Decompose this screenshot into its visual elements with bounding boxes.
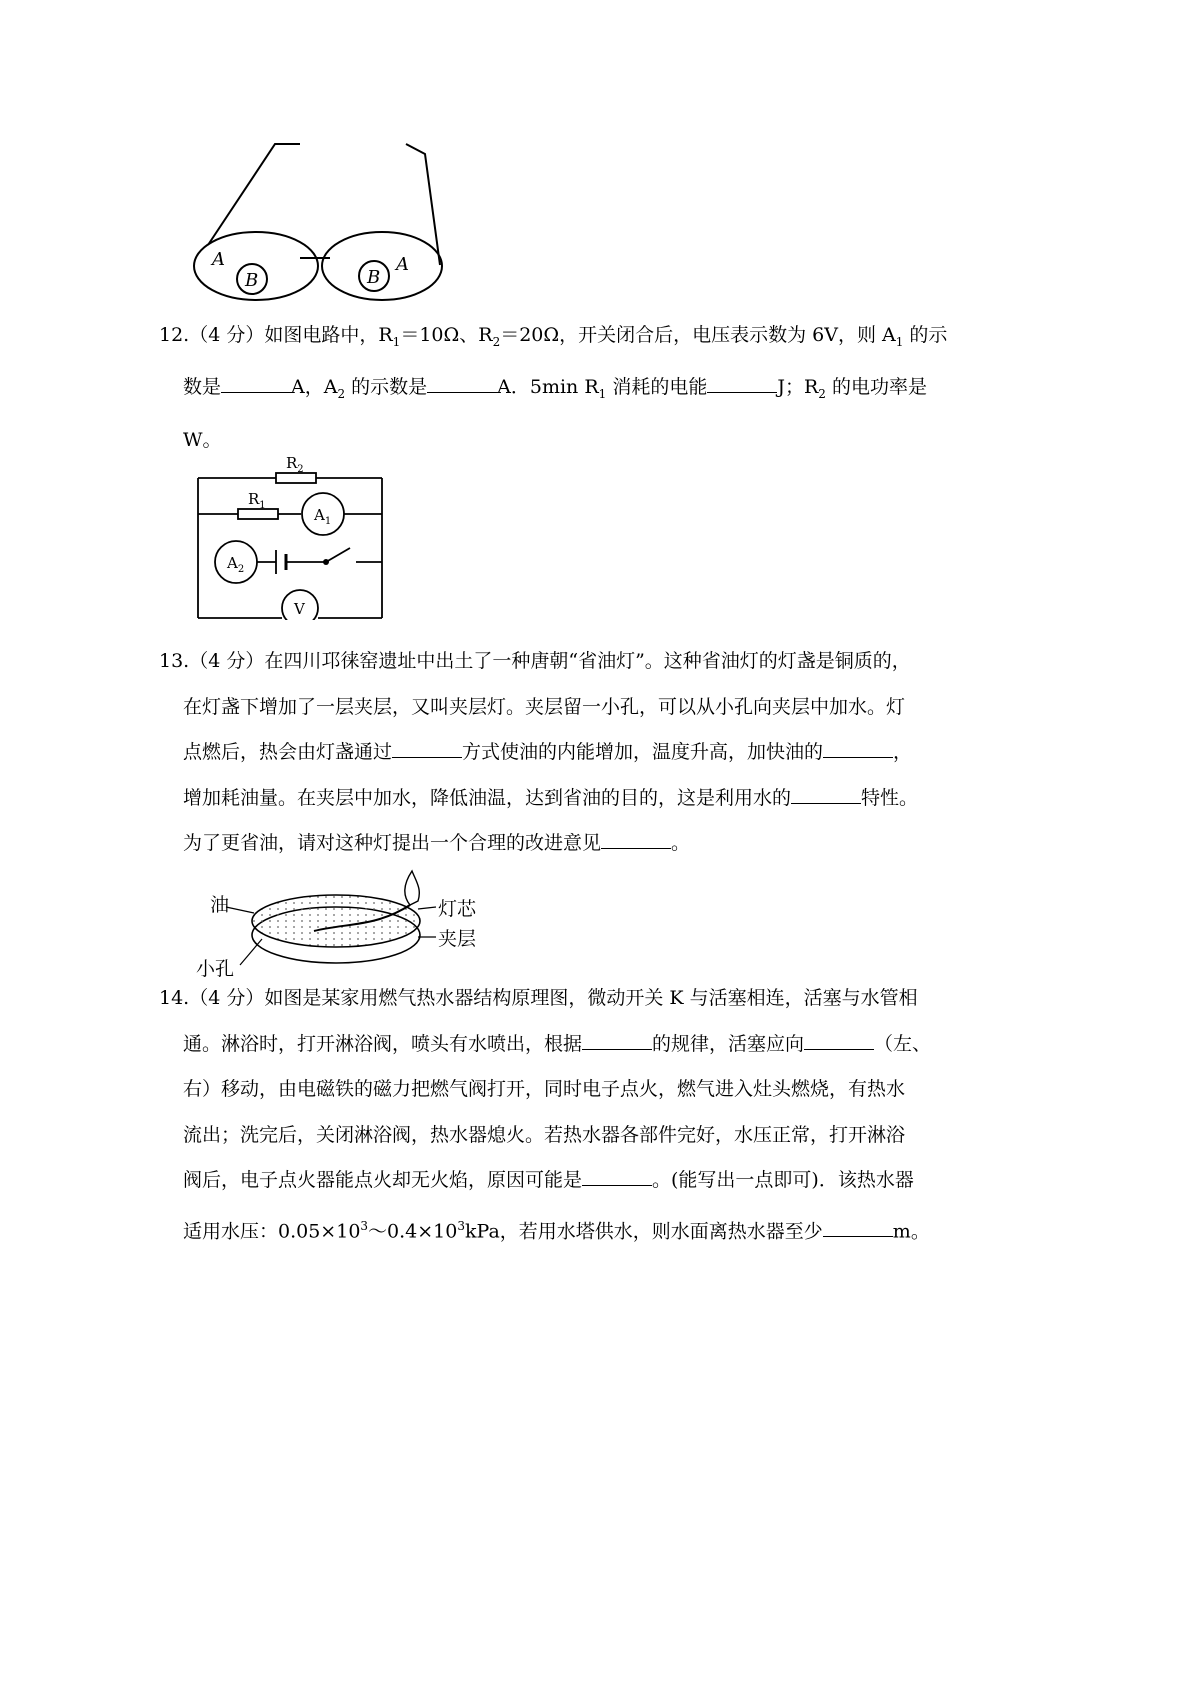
answer-blank[interactable] — [707, 391, 777, 393]
answer-blank[interactable] — [392, 756, 462, 758]
question-14: 14.（4 分）如图是某家用燃气热水器结构原理图，微动开关 K 与活塞相连，活塞与水管相 通。淋浴时，打开淋浴阀，喷头有水喷出，根据 的规律，活塞应向 （左、 右）移动，由电磁铁的磁力把燃气阀打开，同时电子点火，燃气进入灶头燃烧，有热水 流出；洗完后，关闭淋浴阀，热水器熄火。若热水器各部件完好，水压正常，打开淋浴 阀后，电子点火器能点火却无火焰，原因可能是 。(能写出一点即可)．该热水器 适用水压：$0.05\times 10^3\sim 0.4\times 10^3kPa$，若用水塔供水，则水面离热水器至少 m。 — [159, 987, 932, 1242]
answer-blank[interactable] — [601, 847, 671, 849]
svg-text:R2: $R_2$ — [286, 454, 304, 475]
q12-number: 12.（4 分） — [159, 324, 265, 346]
right-temple — [406, 144, 440, 265]
left-temple — [208, 144, 300, 245]
answer-blank[interactable] — [427, 391, 497, 393]
resistor-r1 — [238, 509, 278, 519]
svg-text:R1: $R_1$ — [248, 490, 266, 511]
glasses-figure — [190, 140, 450, 310]
answer-blank[interactable] — [221, 391, 291, 393]
lamp-oil-bowl — [252, 895, 420, 947]
answer-blank[interactable] — [582, 1048, 652, 1050]
switch-pivot — [323, 559, 329, 565]
svg-text:A2: $A_2$ — [227, 554, 245, 575]
resistor-r2 — [276, 473, 316, 483]
left-label-a: A — [212, 249, 225, 270]
right-label-b: B — [367, 267, 381, 288]
switch-lever — [326, 548, 350, 562]
question-12: 12.（4 分）如图电路中，$R_1=10\Omega$、$R_2=20\Omega$，开关闭合后，电压表示数为 6V，则 $A_1$ 的示 数是 A，$A_2$ 的示数是 A．5min $R_1$ 消耗的电能 J；$R_2$ 的电功率是 W。 — [159, 324, 948, 451]
q13-number: 13.（4 分） — [159, 650, 265, 672]
left-label-b: B — [245, 270, 259, 291]
answer-blank[interactable] — [582, 1184, 652, 1186]
q14-number: 14.（4 分） — [159, 987, 265, 1009]
oil-lamp-figure — [196, 865, 506, 980]
answer-blank[interactable] — [791, 802, 861, 804]
svg-text:A1: $A_1$ — [314, 506, 332, 527]
right-label-a: A — [396, 254, 409, 275]
svg-text:V: V — [294, 600, 305, 618]
answer-blank[interactable] — [823, 756, 893, 758]
answer-blank[interactable] — [823, 1235, 893, 1237]
circuit-figure — [190, 450, 390, 620]
label-oil: 油 — [210, 894, 230, 916]
question-13: 13.（4 分）在四川邛徕窑遗址中出土了一种唐朝“省油灯”。这种省油灯的灯盏是铜质的， 在灯盏下增加了一层夹层，又叫夹层灯。夹层留一小孔，可以从小孔向夹层中加水。灯 点燃后，热会由灯盏通过 方式使油的内能增加，温度升高，加快油的 ， 增加耗油量。在夹层中加水，降低油温，达到省油的目的，这是利用水的 特性。 为了更省油，请对这种灯提出一个合理的改进意见 。 — [159, 650, 919, 854]
flame-icon — [405, 871, 419, 905]
label-wick: 灯芯 — [438, 898, 477, 920]
label-layer: 夹层 — [438, 928, 477, 950]
label-hole: 小孔 — [196, 958, 235, 980]
answer-blank[interactable] — [804, 1048, 874, 1050]
